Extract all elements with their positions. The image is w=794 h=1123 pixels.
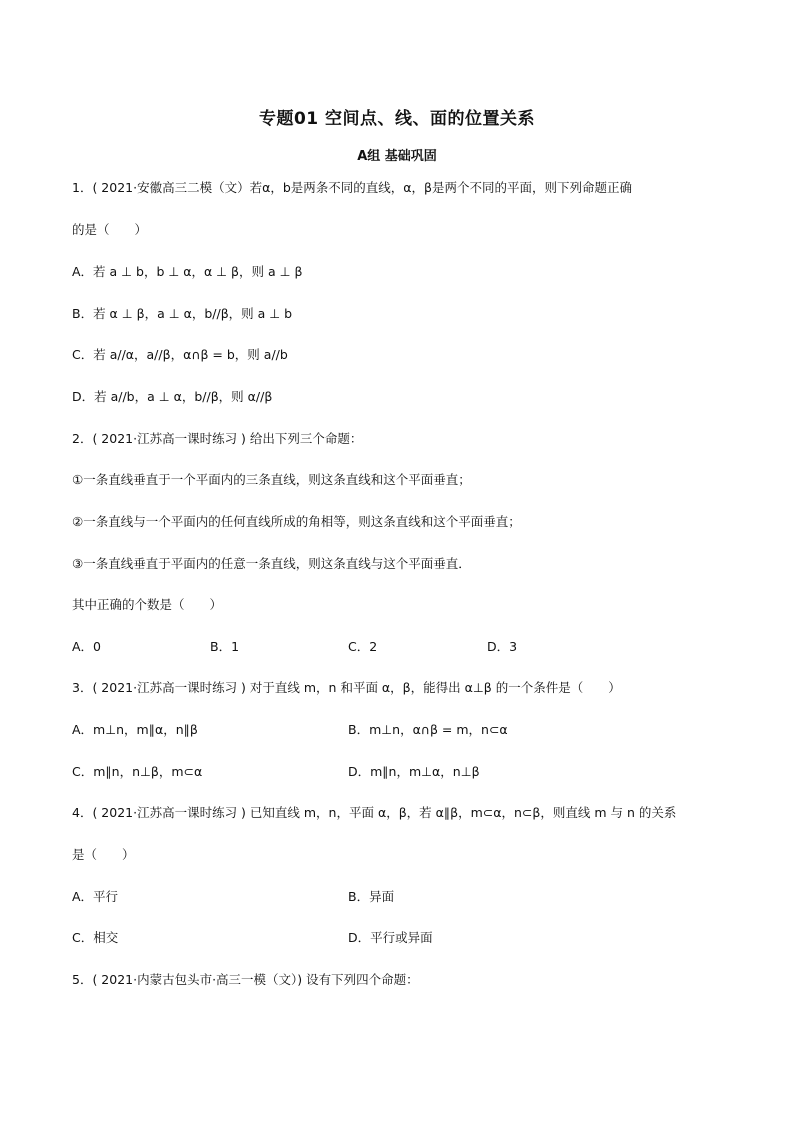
q2-proposition-1: ①一条直线垂直于一个平面内的三条直线，则这条直线和这个平面垂直；: [72, 472, 471, 487]
q1-stem-cont: 的是（ ）: [72, 222, 148, 237]
q2-option-c: C．2: [348, 639, 378, 654]
section-title: A组 基础巩固: [357, 149, 437, 164]
q3-option-b: B．m⊥n，α∩β = m，n⊂α: [348, 722, 508, 737]
q2-option-d: D．3: [487, 639, 518, 654]
q5-stem: 5．( 2021·内蒙古包头市·高三一模（文）) 设有下列四个命题：: [72, 972, 419, 987]
q1-option-a: A．若 a ⊥ b，b ⊥ α，α ⊥ β，则 a ⊥ β: [72, 264, 303, 279]
q3-option-d: D．m∥n，m⊥α，n⊥β: [348, 764, 480, 779]
q2-ask: 其中正确的个数是（ ）: [72, 597, 223, 612]
q3-stem: 3．( 2021·江苏高一课时练习 ) 对于直线 m，n 和平面 α，β，能得出 α⊥β 的一个条件是（ ）: [72, 680, 621, 695]
q1-option-d: D．若 a//b，a ⊥ α，b//β，则 α//β: [72, 389, 273, 404]
q3-option-a: A．m⊥n，m∥α，n∥β: [72, 722, 198, 737]
q4-option-d: D．平行或异面: [348, 930, 433, 945]
q4-option-a: A．平行: [72, 889, 119, 904]
q1-option-b: B．若 α ⊥ β，a ⊥ α，b//β，则 a ⊥ b: [72, 306, 293, 321]
q3-option-c: C．m∥n，n⊥β，m⊂α: [72, 764, 203, 779]
q2-stem: 2．( 2021·江苏高一课时练习 ) 给出下列三个命题：: [72, 431, 363, 446]
q1-option-c: C．若 a//α，a//β，α∩β = b，则 a//b: [72, 347, 288, 362]
q4-stem: 4．( 2021·江苏高一课时练习 ) 已知直线 m，n，平面 α，β，若 α∥β，m⊂α，n⊂β，则直线 m 与 n 的关系: [72, 805, 677, 820]
q2-option-a: A．0: [72, 639, 102, 654]
q4-option-b: B．异面: [348, 889, 395, 904]
q2-option-b: B．1: [210, 639, 240, 654]
q4-stem-cont: 是（ ）: [72, 847, 135, 862]
page-title: 专题01 空间点、线、面的位置关系: [258, 109, 536, 129]
q1-stem: 1．( 2021·安徽高三二模（文）若α，b是两条不同的直线，α，β是两个不同的平面，则下列命题正确: [72, 180, 632, 195]
q2-proposition-2: ②一条直线与一个平面内的任何直线所成的角相等，则这条直线和这个平面垂直；: [72, 514, 521, 529]
q2-proposition-3: ③一条直线垂直于平面内的任意一条直线，则这条直线与这个平面垂直．: [72, 556, 471, 571]
q4-option-c: C．相交: [72, 930, 119, 945]
